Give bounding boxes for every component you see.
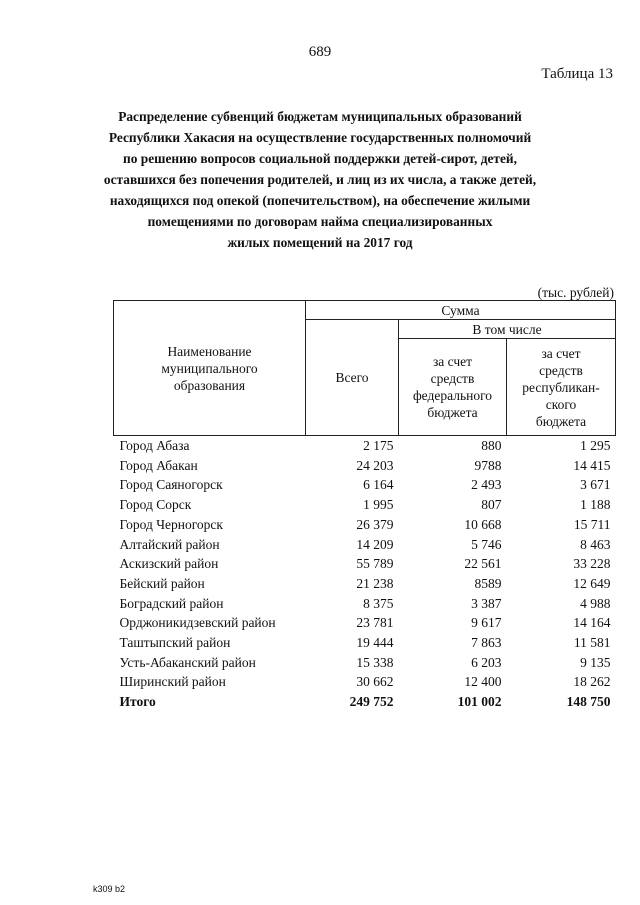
cell-total: 55 789	[356, 556, 394, 572]
header-name: Наименование муниципального образования	[114, 301, 306, 436]
cell-total: 15 338	[356, 654, 394, 670]
cell-republic: 11 581	[573, 635, 611, 651]
cell-republic: 18 262	[573, 674, 611, 690]
title-line: Распределение субвенций бюджетам муниципальных образований	[118, 109, 522, 124]
units-note: (тыс. рублей)	[537, 285, 614, 300]
header-republic: за счет средств республикан- ского бюджета	[507, 339, 616, 436]
document-title	[90, 106, 550, 253]
title-line: жилых помещений на 2017 год	[227, 235, 413, 250]
table-row	[114, 633, 616, 653]
cell-name: Таштыпский район	[119, 635, 231, 651]
header-sum: Сумма	[306, 301, 616, 320]
table-row	[114, 554, 616, 574]
cell-federal: 7 863	[471, 635, 502, 651]
cell-federal: 9788	[474, 457, 502, 473]
table-row	[114, 456, 616, 476]
table-row	[114, 613, 616, 633]
cell-name: Город Черногорск	[119, 516, 223, 532]
cell-total: 2 175	[363, 438, 394, 453]
cell-name: Город Абакан	[119, 457, 198, 473]
cell-republic: 1 295	[580, 438, 611, 453]
table-row	[114, 495, 616, 515]
cell-total: 8 375	[363, 595, 394, 611]
cell-republic: 148 750	[566, 694, 611, 710]
subvention-table	[113, 300, 616, 712]
cell-federal: 8589	[474, 575, 502, 591]
header-total: Всего	[306, 320, 399, 436]
cell-republic: 8 463	[580, 536, 611, 552]
cell-name: Город Саяногорск	[119, 477, 223, 493]
footer-code: k309 b2	[93, 884, 126, 894]
table-row	[114, 475, 616, 495]
title-line: помещениями по договорам найма специализированных	[147, 214, 493, 229]
cell-total: 249 752	[349, 694, 394, 710]
table-row	[114, 515, 616, 535]
cell-total: 21 238	[356, 575, 394, 591]
cell-name: Усть-Абаканский район	[119, 654, 256, 670]
cell-republic: 9 135	[580, 654, 611, 670]
cell-total: 23 781	[356, 615, 394, 631]
table-label: Таблица 13	[541, 66, 613, 82]
cell-name: Город Сорск	[119, 497, 192, 513]
cell-republic: 3 671	[580, 477, 611, 493]
cell-federal: 22 561	[464, 556, 502, 572]
cell-name: Итого	[119, 694, 156, 710]
cell-federal: 2 493	[471, 477, 502, 493]
table-row	[114, 672, 616, 692]
cell-name: Аскизский район	[119, 556, 219, 572]
cell-republic: 33 228	[573, 556, 611, 572]
header-including: В том числе	[399, 320, 616, 339]
total-row	[114, 692, 616, 712]
cell-federal: 807	[481, 497, 502, 513]
title-line: оставшихся без попечения родителей, и лиц из их числа, а также детей,	[103, 172, 537, 187]
table-row	[114, 594, 616, 614]
cell-federal: 5 746	[471, 536, 502, 552]
cell-republic: 15 711	[573, 516, 611, 532]
cell-federal: 3 387	[471, 595, 502, 611]
cell-federal: 6 203	[471, 654, 502, 670]
table-row	[114, 653, 616, 673]
cell-name: Алтайский район	[119, 536, 220, 552]
cell-total: 26 379	[356, 516, 394, 532]
title-line: по решению вопросов социальной поддержки детей-сирот, детей,	[123, 151, 517, 166]
cell-total: 30 662	[356, 674, 394, 690]
cell-federal: 12 400	[464, 674, 502, 690]
cell-name: Ширинский район	[119, 674, 226, 690]
cell-total: 6 164	[363, 477, 394, 493]
table-row	[114, 574, 616, 594]
table-body	[114, 436, 616, 712]
cell-republic: 12 649	[573, 575, 611, 591]
cell-republic: 4 988	[580, 595, 611, 611]
cell-total: 19 444	[356, 635, 394, 651]
table-row	[114, 535, 616, 555]
cell-name: Боградский район	[119, 595, 224, 611]
cell-republic: 14 415	[573, 457, 611, 473]
cell-name: Орджоникидзевский район	[119, 615, 276, 631]
cell-federal: 101 002	[457, 694, 502, 710]
cell-federal: 880	[481, 438, 502, 453]
cell-name: Бейский район	[119, 575, 205, 591]
cell-federal: 10 668	[464, 516, 502, 532]
cell-name: Город Абаза	[119, 438, 190, 453]
cell-federal: 9 617	[471, 615, 502, 631]
title-line: находящихся под опекой (попечительством), на обеспечение жилыми	[109, 193, 531, 208]
page-number: 689	[308, 44, 332, 60]
cell-republic: 1 188	[580, 497, 611, 513]
cell-total: 1 995	[363, 497, 394, 513]
cell-republic: 14 164	[573, 615, 611, 631]
cell-total: 14 209	[356, 536, 394, 552]
title-line: Республики Хакасия на осуществление государственных полномочий	[108, 130, 532, 145]
cell-total: 24 203	[356, 457, 394, 473]
header-federal: за счет средств федерального бюджета	[399, 339, 507, 436]
table-row	[114, 436, 616, 456]
